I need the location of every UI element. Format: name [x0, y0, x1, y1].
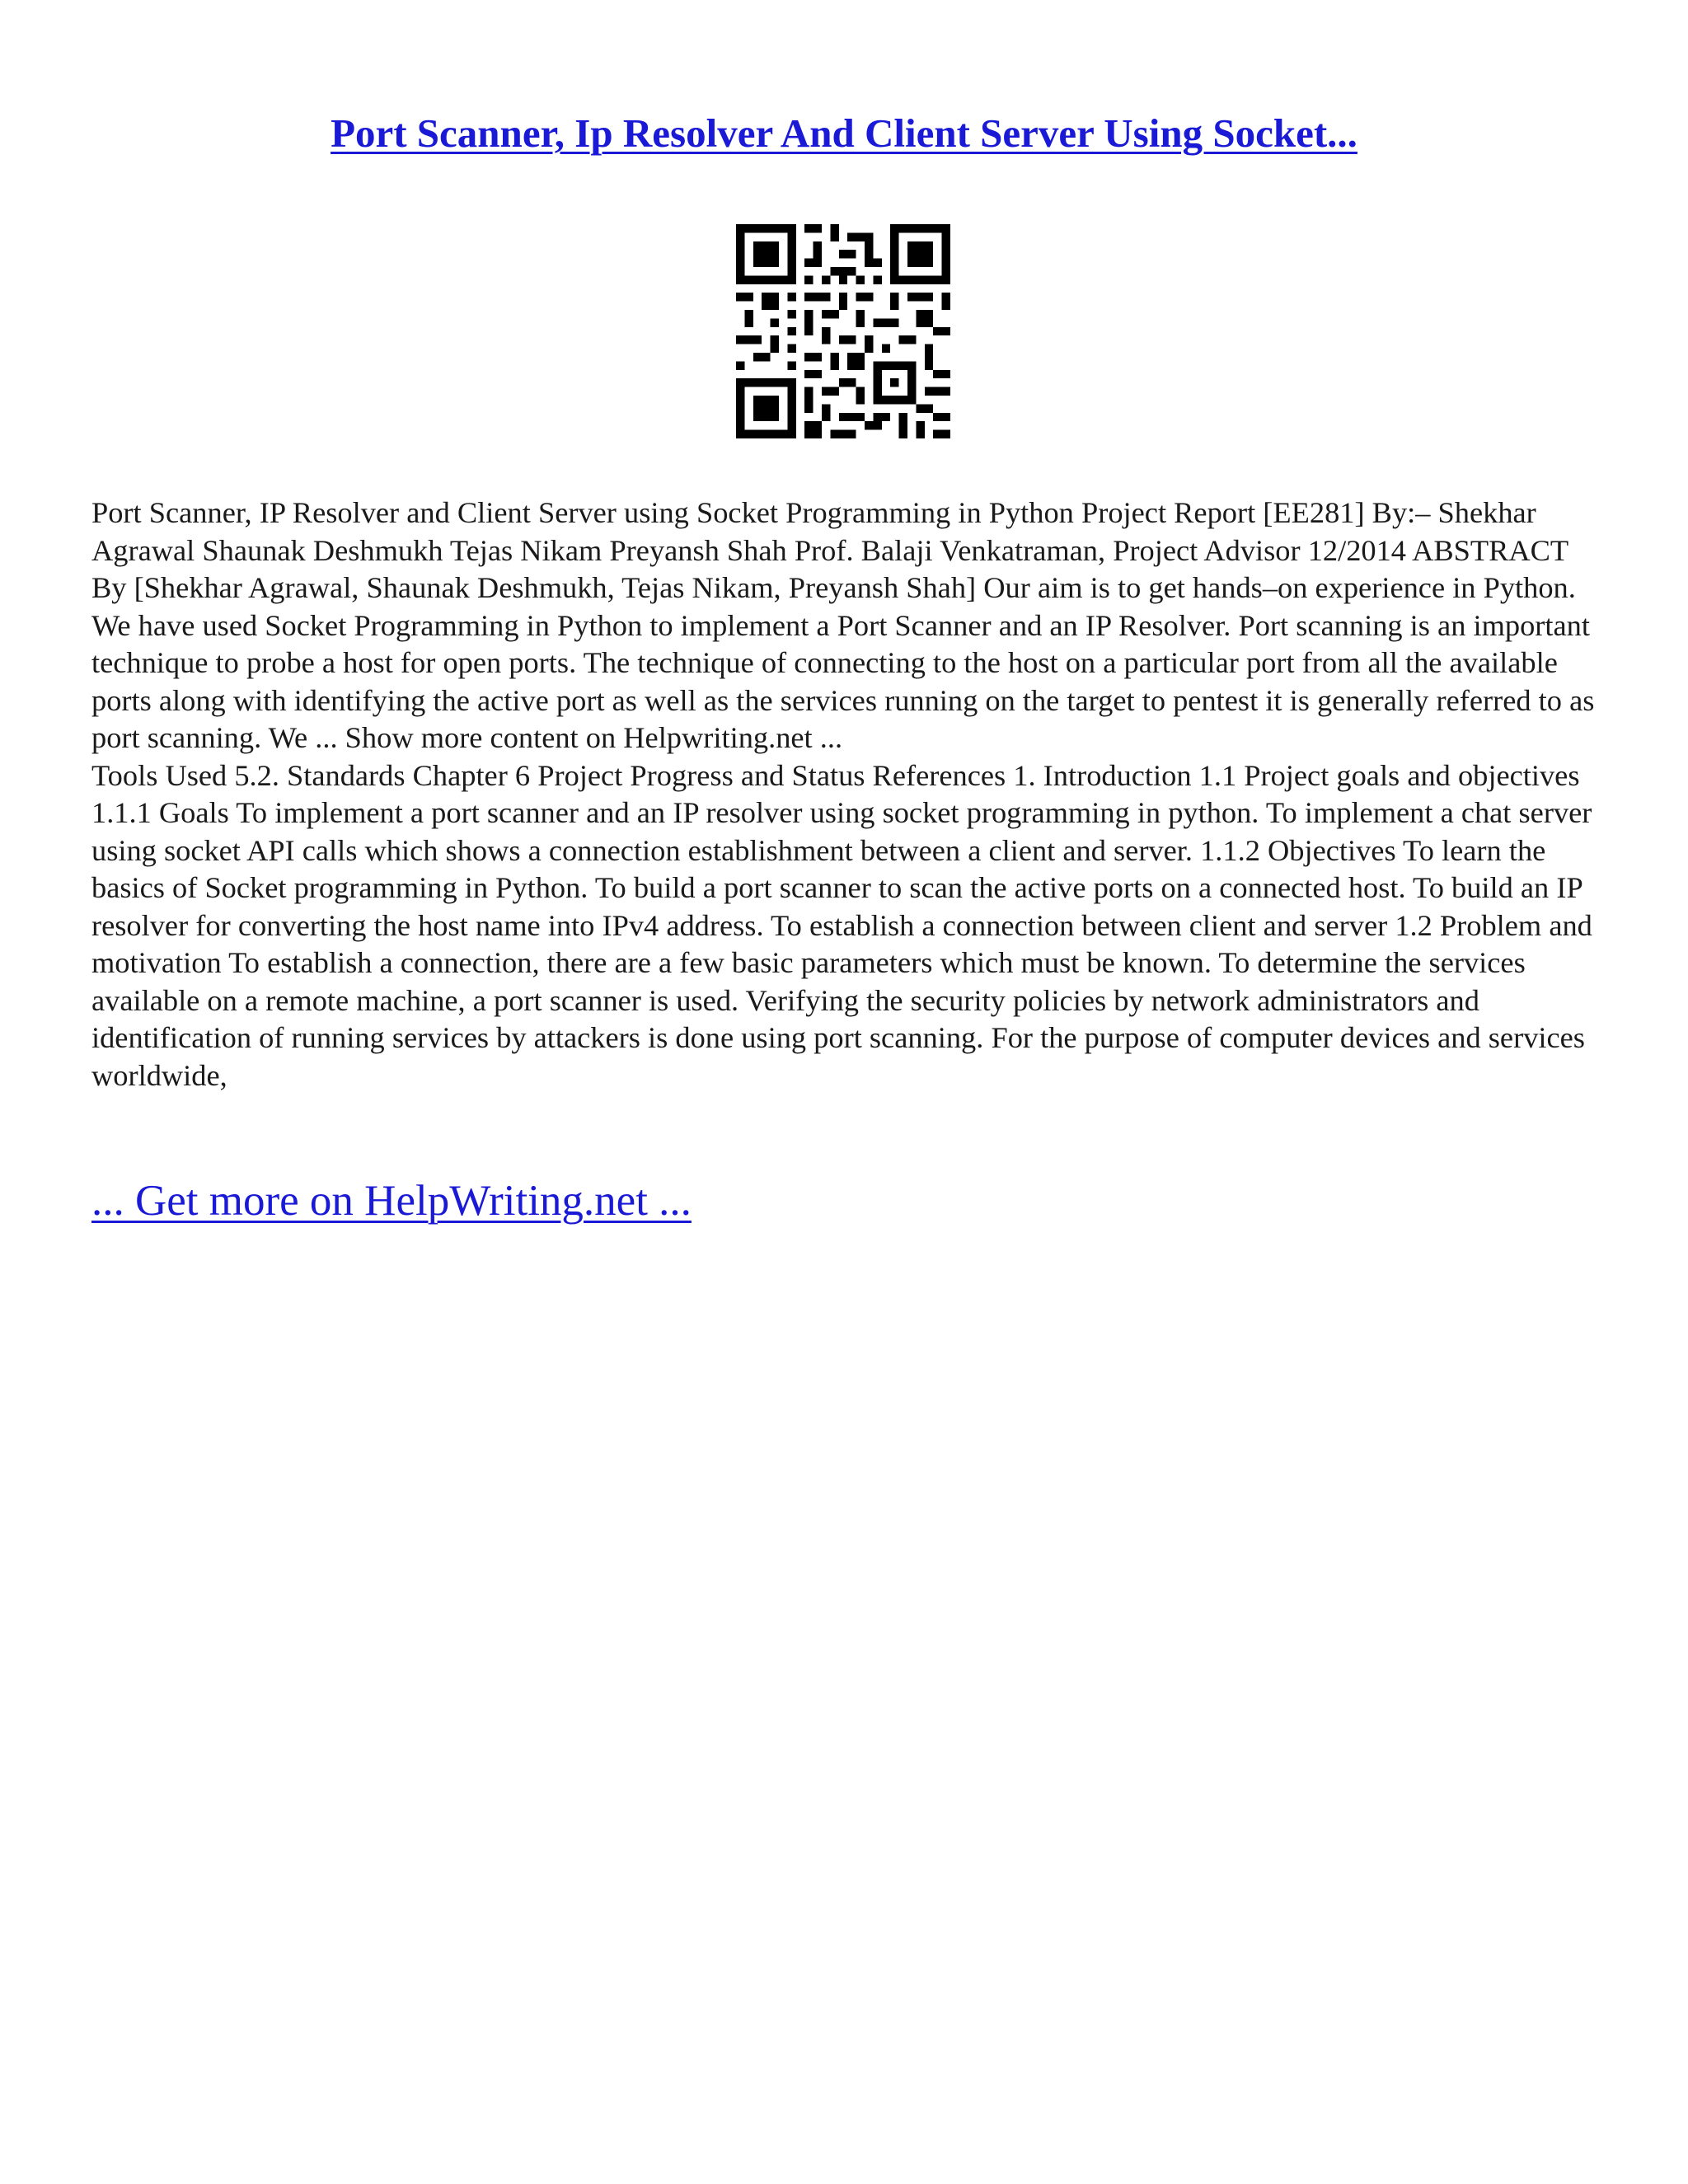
get-more-link-container: [91, 1174, 692, 1227]
introduction-paragraph: Tools Used 5.2. Standards Chapter 6 Project Progress and Status References 1. Introduction 1.1 Project goals and objectives 1.1.1 Goals To implement a port scanner and an IP resolver using socket programming in python. To implement a chat server using socket API calls which shows a connection establishment between a client and server. 1.1.2 Objectives To learn the basics of Socket programming in Python. To build a port scanner to scan the active ports on a connected host. To build an IP resolver for converting the host name into IPv4 address. To establish a connection between client and server 1.2 Problem and motivation To establish a connection, there are a few basic parameters which must be known. To determine the services available on a remote machine, a port scanner is used. Verifying the security policies by network administrators and identification of running services by attackers is done using port scanning. For the purpose of computer devices and services worldwide,: [91, 758, 1592, 1092]
document-title: [0, 109, 1688, 158]
get-more-link[interactable]: ... Get more on HelpWriting.net ...: [91, 1177, 692, 1225]
abstract-paragraph: Port Scanner, IP Resolver and Client Server using Socket Programming in Python Project Report [EE281] By:– Shekhar Agrawal Shaunak Deshmukh Tejas Nikam Preyansh Shah Prof. Balaji Venkatraman, Project Advisor 12/2014 ABSTRACT By [Shekhar Agrawal, Shaunak Deshmukh, Tejas Nikam, Preyansh Shah] Our aim is to get hands–on experience in Python. We have used Socket Programming in Python to implement a Port Scanner and an IP Resolver. Port scanning is an important technique to probe a host for open ports. The technique of connecting to the host on a particular port from all the available ports along with identifying the active port as well as the services running on the target to pentest it is generally referred to as port scanning. We ... Show more content on Helpwriting.net ...: [91, 496, 1595, 754]
title-link[interactable]: Port Scanner, Ip Resolver And Client Server Using Socket...: [331, 110, 1357, 156]
document-body: [91, 494, 1600, 1094]
qr-code-icon: [736, 224, 950, 438]
